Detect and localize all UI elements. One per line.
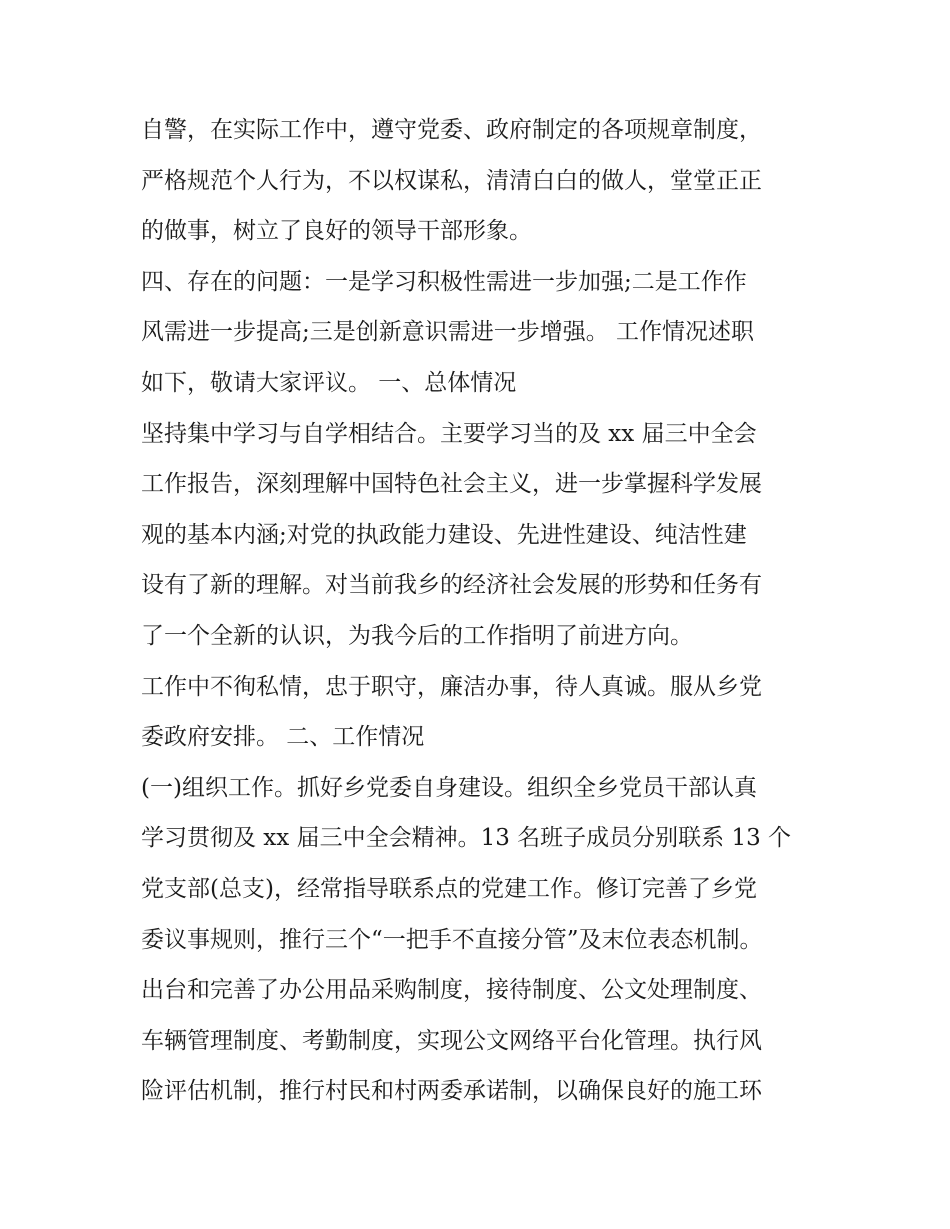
text-line: (一)组织工作。抓好乡党委自身建设。组织全乡党员干部认真 [141,774,757,801]
text-line: 设有了新的理解。对当前我乡的经济社会发展的形势和任务有 [141,572,762,599]
text-line: 观的基本内涵;对党的执政能力建设、先进性建设、纯洁性建 [141,521,747,548]
text-line: 严格规范个人行为，不以权谋私，清清白白的做人，堂堂正正 [141,167,762,194]
text-line: 如下，敬请大家评议。 一、总体情况 [141,369,517,396]
body-text [141,105,821,1117]
text-line: 党支部(总支)，经常指导联系点的党建工作。修订完善了乡党 [141,875,757,902]
text-line: 的做事，树立了良好的领导干部形象。 [141,218,532,245]
text-line: 风需进一步提高;三是创新意识需进一步增强。 工作情况述职 [141,319,755,346]
text-line: 自警，在实际工作中，遵守党委、政府制定的各项规章制度， [141,117,762,143]
text-line: 坚持集中学习与自学相结合。主要学习当的及 xx 届三中全会 [141,420,757,447]
text-line: 出台和完善了办公用品采购制度，接待制度、公文处理制度、 [141,977,762,1004]
text-line: 委政府安排。 二、工作情况 [141,724,425,751]
text-line: 学习贯彻及 xx 届三中全会精神。13 名班子成员分别联系 13 个 [141,825,792,852]
text-line: 四、存在的问题：一是学习积极性需进一步加强;二是工作作 [141,268,747,295]
text-line: 险评估机制，推行村民和村两委承诺制，以确保良好的施工环 [141,1078,762,1105]
text-line: 工作报告，深刻理解中国特色社会主义，进一步掌握科学发展 [141,471,762,498]
text-line: 了一个全新的认识，为我今后的工作指明了前进方向。 [141,622,693,649]
text-line: 车辆管理制度、考勤制度，实现公文网络平台化管理。执行风 [141,1027,762,1054]
text-line: 委议事规则，推行三个“一把手不直接分管”及末位表态机制。 [141,926,763,953]
text-line: 工作中不徇私情，忠于职守，廉洁办事，待人真诚。服从乡党 [141,673,762,700]
